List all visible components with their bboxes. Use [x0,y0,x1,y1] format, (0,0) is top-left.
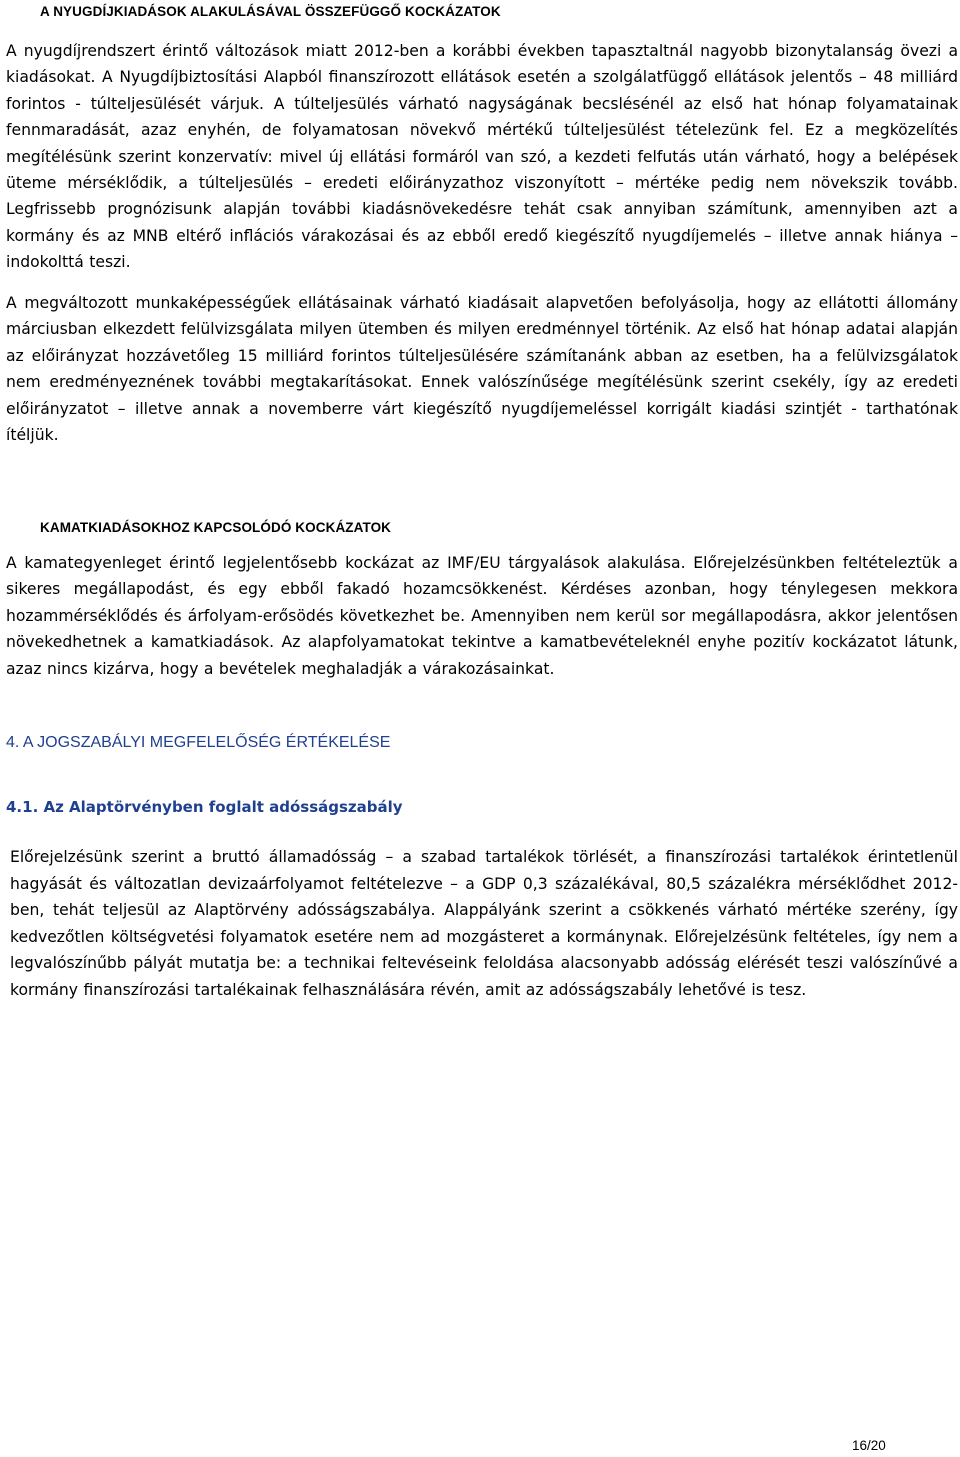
paragraph-debt-rule: Előrejelzésünk szerint a bruttó államadósság – a szabad tartalékok törlését, a finanszírozási tartalékok érintetlenül hagyását és változatlan devizaárfolyamot feltételezve – a GDP 0,3 százalékával, 80,5 százalékra mérséklődhet 2012-ben, tehát teljesül az Alaptörvény adósságszabálya. Alappályánk szerint a csökkenés várható mértéke szerény, így kedvezőtlen költségvetési folyamatok esetére nem ad mozgásteret a kormánynak. Előrejelzésünk feltételes, így nem a legvalószínűbb pályát mutatja be: a technikai feltevéseink feloldása alacsonyabb adósság elérését teszi valószínűvé a kormány finanszírozási tartalékainak felhasználására révén, amit az adósságszabály lehetővé is tesz. [10,848,958,999]
paragraph-interest-risks: A kamategyenleget érintő legjelentősebb kockázat az IMF/EU tárgyalások alakulása. Előrejelzésünkben feltételeztük a sikeres megállapodást, és egy ebből fakadó hozamcsökkenést. Kérdéses azonban, hogy ténylegesen mekkora hozammérséklődés és árfolyam-erősödés következhet be. Amennyiben nem kerül sor megállapodásra, akkor jelentősen növekedhetnek a kamatkiadások. Az alapfolyamatokat tekintve a kamatbevételeknél enyhe pozitív kockázatot látunk, azaz nincs kizárva, hogy a bevételek meghaladják a várakozásainkat. [6,554,958,678]
paragraph-pension-risks-1: A nyugdíjrendszert érintő változások miatt 2012-ben a korábbi években tapasztaltnál nagyobb bizonytalanság övezi a kiadásokat. A Nyugdíjbiztosítási Alapból finanszírozott ellátások esetén a szolgálatfüggő ellátások jelentős – 48 milliárd forintos - túlteljesülését várjuk. A túlteljesülés várható nagyságának becslésénél az első hat hónap folyamatainak fennmaradását, azaz enyhén, de folyamatosan növekvő mértékű túlteljesülést tételezünk fel. Ez a megközelítés megítélésünk szerint konzervatív: mivel új ellátási formáról van szó, a kezdeti felfutás után várható, hogy a belépések üteme mérséklődik, a túlteljesülés – eredeti előirányzathoz viszonyított – mértéke pedig nem növekszik tovább. Legfrissebb prognózisunk alapján további kiadásnövekedésre tehát csak annyiban számítunk, amennyiben azt a kormány és az MNB eltérő inflációs várakozásai és az ebből eredő kiegészítő nyugdíjemelés – illetve annak hiánya – indokolttá teszi. [6,42,958,272]
chapter-title-legal-compliance: 4. A JOGSZABÁLYI MEGFELELŐSÉG ÉRTÉKELÉSE [6,734,391,751]
subchapter-title-debt-rule: 4.1. Az Alaptörvényben foglalt adósságszabály [6,798,403,816]
page-number: 16/20 [852,1438,886,1453]
section-title-pension-risks: A NYUGDÍJKIADÁSOK ALAKULÁSÁVAL ÖSSZEFÜGGŐ KOCKÁZATOK [40,4,501,19]
section-title-interest-risks: KAMATKIADÁSOKHOZ KAPCSOLÓDÓ KOCKÁZATOK [40,520,392,535]
paragraph-pension-risks-2: A megváltozott munkaképességűek ellátásainak várható kiadásait alapvetően befolyásolja, hogy az ellátotti állomány márciusban elkezdett felülvizsgálata milyen ütemben és milyen eredménnyel történik. Az első hat hónap adatai alapján az előirányzat hozzávetőleg 15 milliárd forintos túlteljesülésére számítanánk abban az esetben, ha a felülvizsgálatok nem eredményeznének további megtakarításokat. Ennek valószínűsége megítélésünk szerint csekély, így az eredeti előirányzatot – illetve annak a novemberre várt kiegészítő nyugdíjemeléssel korrigált kiadási szintjét - tarthatónak ítéljük. [6,294,958,445]
